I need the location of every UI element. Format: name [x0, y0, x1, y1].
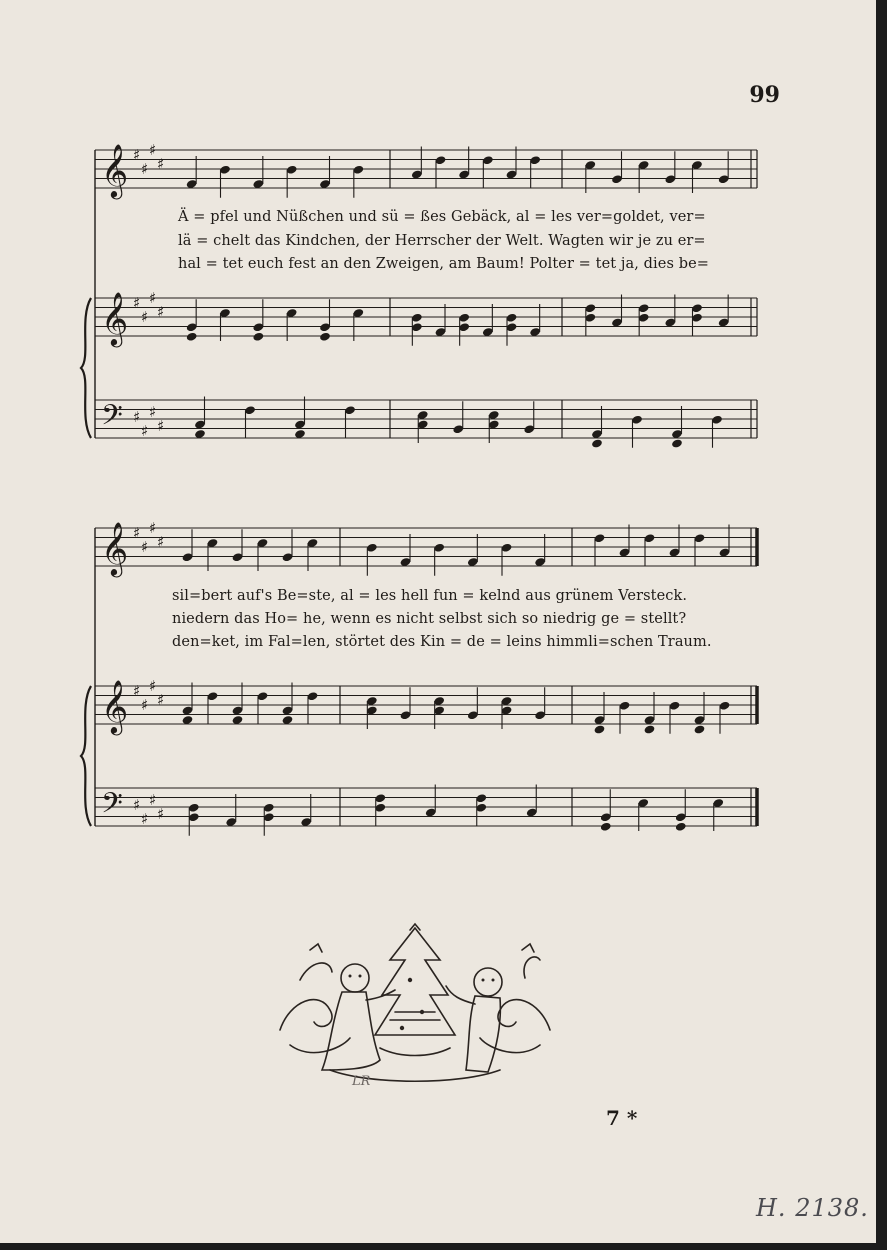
signature-mark: 7 *	[606, 1106, 638, 1130]
lyric-line-2-1: sil=bert auf's Be=ste, al = les hell fun = kelnd aus grünem Versteck.	[172, 588, 688, 604]
treble-clef: 𝄞	[101, 679, 129, 733]
lyric-line-2-2: niedern das Ho= he, wenn es nicht selbst sich so niedrig ge = stellt?	[172, 611, 687, 627]
treble-clef: 𝄞	[101, 521, 129, 575]
sharp-sign: ♯	[149, 677, 157, 695]
lyric-line-1-3: hal = tet euch fest an den Zweigen, am Baum! Polter = tet ja, dies be=	[178, 256, 710, 272]
sharp-sign: ♯	[149, 791, 157, 809]
sharp-sign: ♯	[133, 294, 141, 312]
sharp-sign: ♯	[149, 403, 157, 421]
sharp-sign: ♯	[141, 810, 149, 828]
sharp-sign: ♯	[149, 289, 157, 307]
sharp-sign: ♯	[141, 308, 149, 326]
bass-clef: 𝄢	[101, 399, 123, 439]
sharp-sign: ♯	[133, 408, 141, 426]
note-head	[252, 332, 264, 342]
note-head	[694, 724, 706, 734]
bass-clef: 𝄢	[101, 787, 123, 827]
sharp-sign: ♯	[149, 519, 157, 537]
note-head	[644, 724, 656, 734]
christmas-vignette-illustration	[270, 920, 560, 1095]
sharp-sign: ♯	[133, 796, 141, 814]
sharp-sign: ♯	[157, 417, 165, 435]
sharp-sign: ♯	[157, 691, 165, 709]
note-head	[319, 332, 331, 342]
sharp-sign: ♯	[157, 533, 165, 551]
illustrator-monogram: LR	[352, 1074, 371, 1089]
treble-clef: 𝄞	[101, 143, 129, 197]
sharp-sign: ♯	[141, 696, 149, 714]
lyric-line-1-2: lä = chelt das Kindchen, der Herrscher der Welt. Wagten wir je zu er=	[178, 233, 706, 249]
notes	[182, 147, 731, 836]
sharp-sign: ♯	[141, 422, 149, 440]
sharp-sign: ♯	[141, 538, 149, 556]
scan-border-right	[876, 0, 887, 1250]
piano-brace	[81, 298, 91, 438]
lyric-line-1-1: Ä = pfel und Nüßchen und sü = ßes Gebäck, al = les ver=goldet, ver=	[178, 209, 706, 225]
treble-clef: 𝄞	[101, 291, 129, 345]
note-head	[186, 332, 198, 342]
note-head	[591, 438, 603, 448]
shelfmark: H. 2138.	[756, 1194, 869, 1222]
sharp-sign: ♯	[157, 303, 165, 321]
sharp-sign: ♯	[133, 146, 141, 164]
sharp-sign: ♯	[157, 155, 165, 173]
sharp-sign: ♯	[157, 805, 165, 823]
note-head	[671, 438, 683, 448]
sharp-sign: ♯	[133, 524, 141, 542]
piano-brace	[81, 686, 91, 826]
sharp-sign: ♯	[133, 682, 141, 700]
note-head	[675, 822, 687, 832]
page-number: 99	[749, 82, 780, 108]
note-head	[600, 822, 612, 832]
note-head	[594, 724, 606, 734]
sharp-sign: ♯	[141, 160, 149, 178]
scan-border-bottom	[0, 1243, 887, 1250]
sharp-sign: ♯	[149, 141, 157, 159]
lyric-line-2-3: den=ket, im Fal=len, störtet des Kin = de = leins himmli=schen Traum.	[172, 634, 712, 650]
